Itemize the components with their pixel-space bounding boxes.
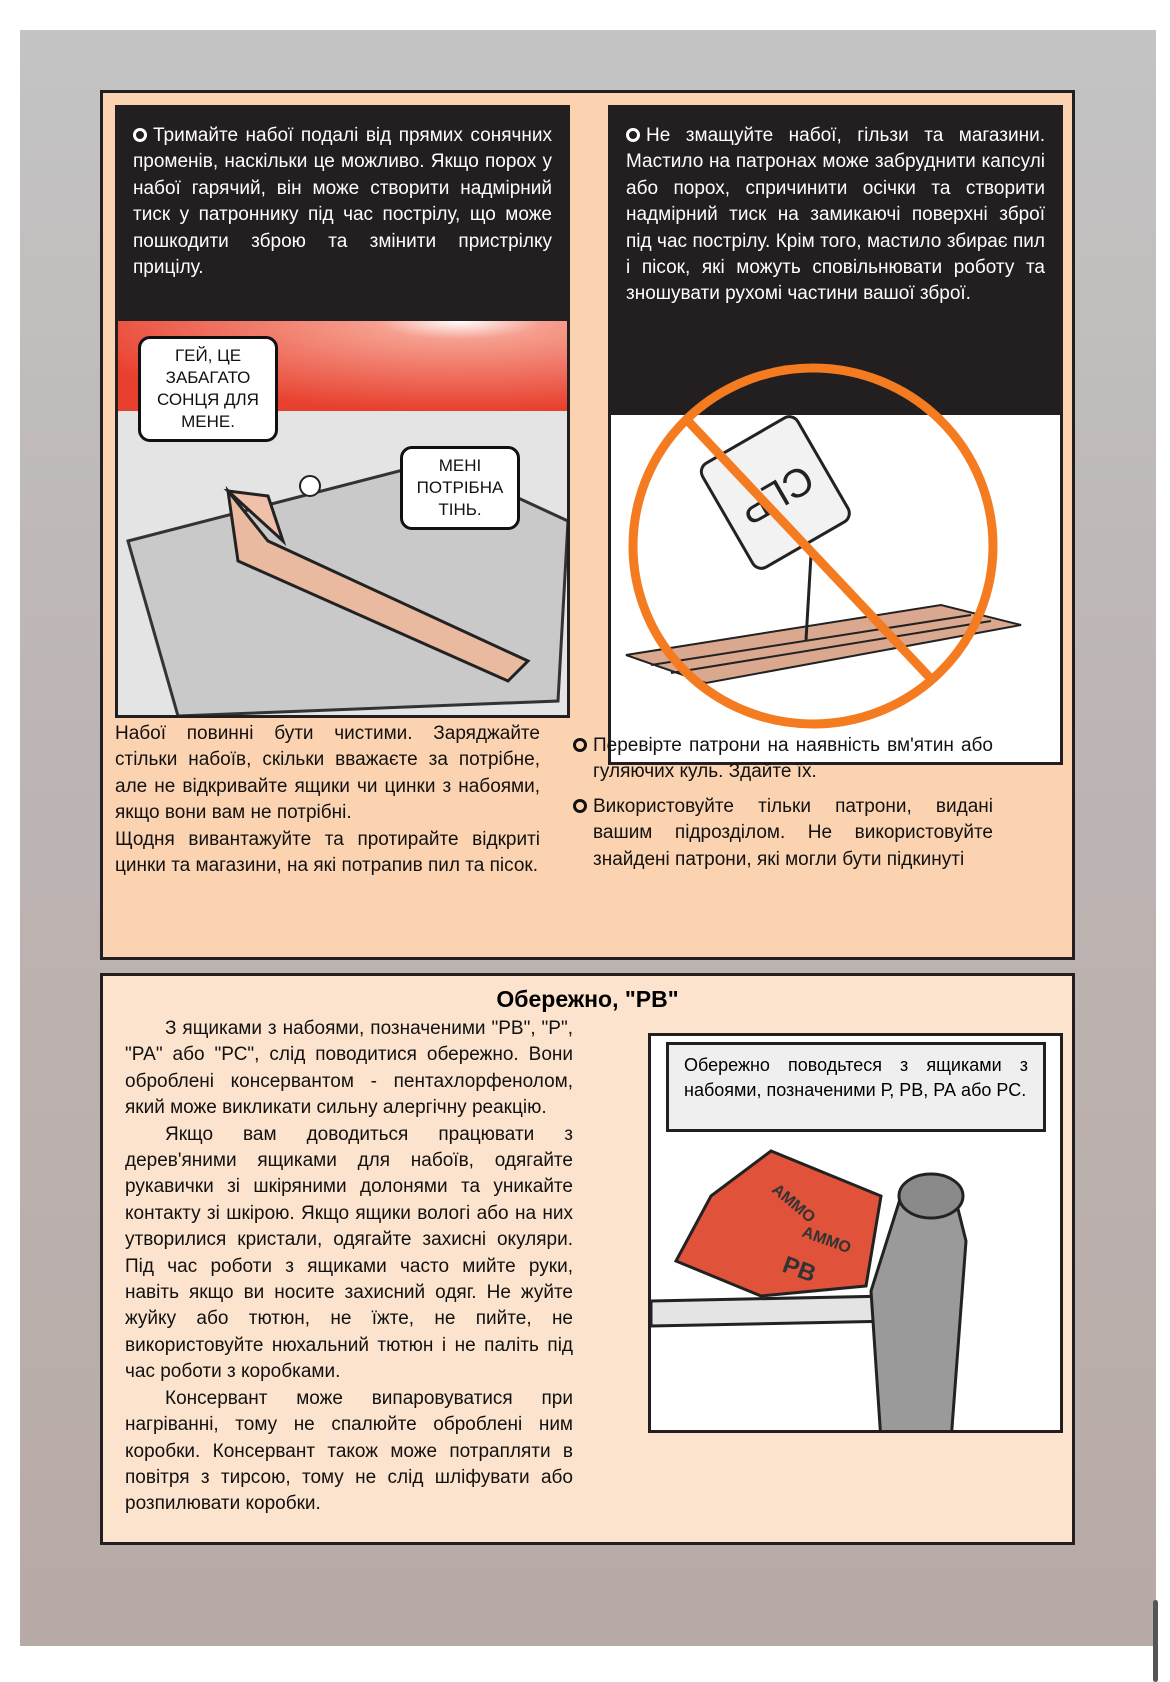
clp-bottle-label: CLP — [731, 455, 822, 533]
bullet-circle-icon — [133, 128, 147, 142]
crate-label-pb: PB — [778, 1251, 820, 1289]
speech-bubble-too-much-sun: ГЕЙ, ЦЕ ЗАБАГАТО СОНЦЯ ДЛЯ МЕНЕ. — [138, 336, 278, 442]
caption-daily-unload: Щодня вивантажуйте та протирайте відкриті цинки та магазини, на які потрапив пил та пісок. — [115, 828, 540, 877]
pb-warning-text — [125, 1016, 573, 1518]
section-title: Обережно, "РВ" — [496, 986, 679, 1012]
paragraph-handling: Якщо вам доводиться працювати з дерев'яними ящиками для набоїв, одягайте рукавички зі шкіряними долонями та уникайте контакту зі шкірою. Якщо ящики вологі або на них утворилися кристали, одягайте захисні окуляри. Під час роботи з ящиками часто мийте руки, навіть якщо ви носите захисний одяг. Не жуйте жуйку або тютюн, не їжте, не пийте, не використовуйте нюхальний тютюн і не паліть під час роботи з коробками. — [125, 1123, 573, 1383]
ammo-crate-illustration — [648, 1033, 1063, 1433]
ammo-check-list — [573, 733, 993, 873]
bottom-panel — [100, 973, 1075, 1545]
sunlight-tip-box — [115, 105, 570, 318]
caption-clean-ammo: Набої повинні бути чистими. Заряджайте стільки набоїв, скільки вважаєте за потрібне, але не відкривайте ящики чи цинки з набоями, якщо вони вам не потрібні. — [115, 723, 540, 824]
bullet-circle-icon — [573, 738, 587, 752]
paragraph-burning: Консервант може випаровуватися при нагріванні, тому не спалюйте оброблені ним коробки. Консервант також може потрапляти в повітря з тирсою, тому не слід шліфувати або розпилювати коробки. — [125, 1387, 573, 1515]
no-lubricant-tip-text: Не змащуйте набої, гільзи та магазини. Мастило на патронах може забруднити капсулі або порох, спричинити осічки та створити надмірний тиск на замикаючі поверхні зброї під час пострілу. Крім того, мастило збирає пил і пісок, які можуть сповільнювати роботу та зношувати рухомі частини вашої зброї. — [626, 125, 1045, 305]
paragraph-preservative: З ящиками з набоями, позначеними "РВ", "Р", "РА" або "РС", слід поводитися обережно. Вони оброблені консервантом - пентахлорфенолом, який може викликати сильну алергічну реакцію. — [125, 1018, 573, 1119]
crate-label-ammo-front: AMMO — [799, 1223, 854, 1258]
sunlight-tip-text: Тримайте набої подалі від прямих сонячних променів, наскільки це можливо. Якщо порох у набої гарячий, він може створити надмірний тиск у патроннику під час пострілу, що може пошкодити зброю та змінити пристрілку прицілу. — [133, 125, 552, 279]
issued-ammo-only-text: Використовуйте тільки патрони, видані вашим підрозділом. Не використовуйте знайдені патрони, які могли бути підкинуті — [593, 795, 993, 870]
bullet-circle-icon — [626, 128, 640, 142]
crate-label-ammo-side: AMMO — [768, 1181, 819, 1227]
crate-caption: Обережно поводьтеся з ящиками з набоями, позначеними Р, РВ, РА або РС. — [666, 1042, 1046, 1132]
sunbathing-cartridge-illustration — [115, 318, 570, 718]
prohibition-sign-icon — [603, 361, 1003, 741]
bullet-circle-icon — [573, 799, 587, 813]
speech-bubble-need-shade: МЕНІ ПОТРІБНА ТІНЬ. — [400, 446, 520, 530]
top-panel — [100, 90, 1075, 960]
scrollbar[interactable] — [1153, 1600, 1158, 1682]
check-dents-text: Перевірте патрони на наявність вм'ятин або гуляючих куль. Здайте їх. — [593, 735, 993, 783]
clean-ammo-caption — [115, 721, 540, 879]
